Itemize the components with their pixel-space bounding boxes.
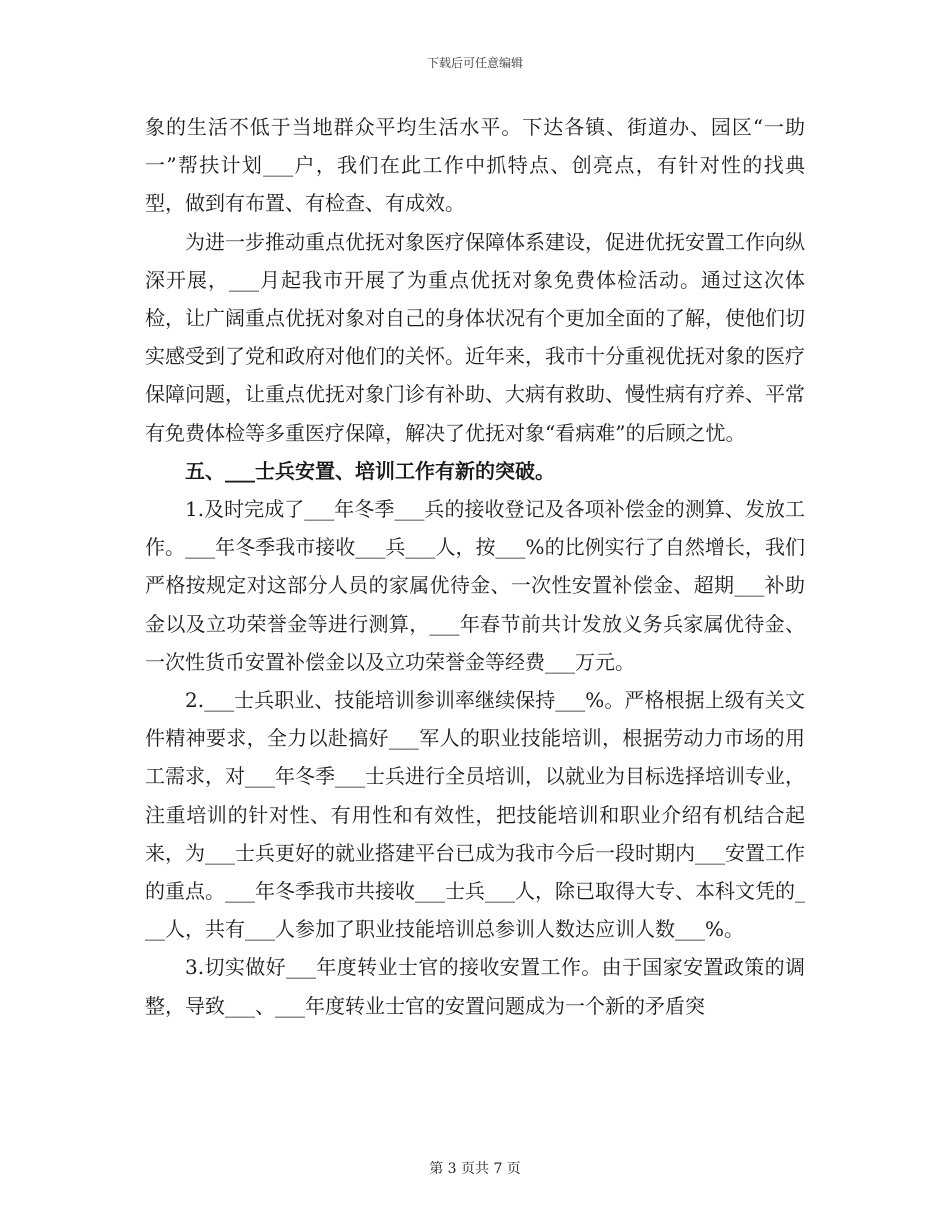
page-footer: 第 3 页共 7 页 [429, 1161, 521, 1177]
paragraph-continuation: 象的生活不低于当地群众平均生活水平。下达各镇、街道办、园区“一助一”帮扶计划___户，我们在此工作中抓特点、创亮点，有针对性的找典型，做到有布置、有检查、有成效。 [145, 115, 805, 216]
paragraph-item-2: 2.___士兵职业、技能培训参训率继续保持___%。严格根据上级有关文件精神要求，全力以赴搞好___军人的职业技能培训，根据劳动力市场的用工需求，对___年冬季___士兵进行全员培训，以就业为目标选择培训专业，注重培训的针对性、有用性和有效性，把技能培训和职业介绍有机结合起来，为___士兵更好的就业搭建平台已成为我市今后一段时期内___安置工作的重点。___年冬季我市共接收___士兵___人，除已取得大专、本科文凭的___人，共有___人参加了职业技能培训总参训人数达应训人数___%。 [145, 688, 805, 942]
document-body [145, 108, 805, 1025]
section-heading-five: 五、___士兵安置、培训工作有新的突破。 [185, 458, 555, 483]
paragraph-item-1: 1.及时完成了___年冬季___兵的接收登记及各项补偿金的测算、发放工作。___年冬季我市接收___兵___人，按___%的比例实行了自然增长，我们严格按规定对这部分人员的家属优待金、一次性安置补偿金、超期___补助金以及立功荣誉金等进行测算，___年春节前共计发放义务兵家属优待金、一次性货币安置补偿金以及立功荣誉金等经费___万元。 [145, 497, 805, 674]
paragraph-item-3: 3.切实做好___年度转业士官的接收安置工作。由于国家安置政策的调整，导致___、___年度转业士官的安置问题成为一个新的矛盾突 [145, 955, 805, 1018]
page-header: 下载后可任意编辑 [426, 56, 523, 70]
paragraph-medical-care: 为进一步推动重点优抚对象医疗保障体系建设，促进优抚安置工作向纵深开展，___月起我市开展了为重点优抚对象免费体检活动。通过这次体检，让广阔重点优抚对象对自己的身体状况有个更加全面的了解，使他们切实感受到了党和政府对他们的关怀。近年来，我市十分重视优抚对象的医疗保障问题，让重点优抚对象门诊有补助、大病有救助、慢性病有疗养、平常有免费体检等多重医疗保障，解决了优抚对象“看病难”的后顾之忧。 [145, 229, 805, 445]
